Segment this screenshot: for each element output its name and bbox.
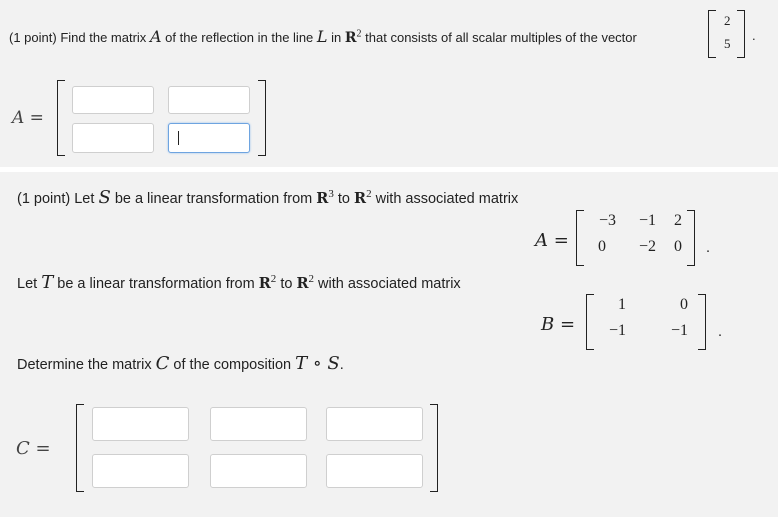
text-cursor	[178, 131, 179, 145]
matrix-variable: A	[149, 27, 162, 46]
matrix-b-left-bracket	[586, 294, 594, 350]
matrix-a-right-bracket	[687, 210, 695, 266]
answer-input-c13[interactable]	[326, 407, 423, 441]
answer-right-bracket	[430, 404, 438, 492]
matrix-b-right-bracket	[698, 294, 706, 350]
matrix-b-label: B =	[541, 314, 576, 335]
problem-1-statement	[9, 27, 637, 46]
left-bracket	[708, 10, 716, 58]
period: .	[752, 28, 756, 43]
answer-input-c21[interactable]	[92, 454, 189, 488]
answer-input-a22[interactable]	[168, 123, 250, 153]
vector-entry: 5	[724, 36, 731, 51]
real-space-symbol: R	[354, 190, 367, 207]
answer-input-a21[interactable]	[72, 123, 154, 153]
answer-input-c12[interactable]	[210, 407, 307, 441]
matrix-b-entry: −1	[608, 322, 626, 339]
matrix-b-entry: −1	[670, 322, 688, 339]
exponent: 3	[328, 188, 334, 201]
period: .	[339, 357, 344, 373]
statement-text: be a linear transformation from	[57, 276, 255, 292]
statement-text: Let	[17, 276, 38, 292]
answer-left-bracket	[76, 404, 84, 492]
composition-expression: T ∘ S	[295, 353, 340, 374]
problem-2-statement-line-1	[17, 187, 518, 208]
statement-text: to	[280, 276, 293, 292]
real-space-symbol: R	[296, 275, 309, 292]
matrix-a-entry: −2	[638, 238, 656, 255]
real-space-symbol: R	[258, 275, 271, 292]
answer-input-c23[interactable]	[326, 454, 423, 488]
problem-2-question	[17, 353, 344, 374]
real-space-symbol: R	[316, 190, 329, 207]
answer-input-c22[interactable]	[210, 454, 307, 488]
matrix-a-entry: 0	[598, 238, 606, 255]
answer-label-a: A =	[12, 108, 44, 128]
matrix-a-entry: −1	[638, 212, 656, 229]
answer-right-bracket	[258, 80, 266, 156]
transformation-variable-t: T	[41, 272, 54, 293]
problem-1-panel	[0, 0, 778, 167]
answer-input-a11[interactable]	[72, 86, 154, 114]
line-variable: L	[316, 27, 328, 46]
statement-text: of the reflection in the line	[165, 30, 314, 45]
period: .	[706, 240, 711, 256]
problem-2-statement-line-2	[17, 272, 461, 293]
matrix-a-label: A =	[535, 230, 569, 251]
statement-text: Find the matrix	[60, 30, 147, 45]
problem-2-panel	[0, 172, 778, 517]
statement-text: to	[337, 191, 350, 207]
answer-input-a12[interactable]	[168, 86, 250, 114]
point-label: (1 point)	[17, 191, 71, 207]
statement-text: that consists of all scalar multiples of the vector	[365, 30, 637, 45]
statement-text: Determine the matrix	[17, 357, 152, 373]
transformation-variable-s: S	[98, 187, 111, 208]
real-space-symbol: R	[344, 30, 357, 46]
answer-left-bracket	[57, 80, 65, 156]
answer-label-c: C =	[16, 438, 51, 459]
matrix-a-entry: −3	[598, 212, 616, 229]
exponent: 2	[366, 188, 372, 201]
matrix-a-entry: 2	[674, 212, 682, 229]
matrix-a-left-bracket	[576, 210, 584, 266]
answer-input-c11[interactable]	[92, 407, 189, 441]
period: .	[718, 324, 723, 340]
statement-text: in	[331, 30, 342, 45]
statement-text: of the composition	[173, 357, 292, 373]
exponent: 2	[270, 273, 277, 286]
matrix-b-entry: 0	[680, 296, 688, 313]
point-label: (1 point)	[9, 30, 57, 45]
statement-text: with associated matrix	[375, 191, 519, 207]
vector-entry: 2	[724, 13, 731, 28]
right-bracket	[737, 10, 745, 58]
exponent: 2	[356, 28, 362, 40]
statement-text: be a linear transformation from	[114, 191, 313, 207]
matrix-b-entry: 1	[618, 296, 626, 313]
exponent: 2	[308, 273, 315, 286]
statement-text: Let	[74, 191, 95, 207]
matrix-variable-c: C	[155, 353, 170, 374]
statement-text: with associated matrix	[318, 276, 461, 292]
matrix-a-entry: 0	[674, 238, 682, 255]
